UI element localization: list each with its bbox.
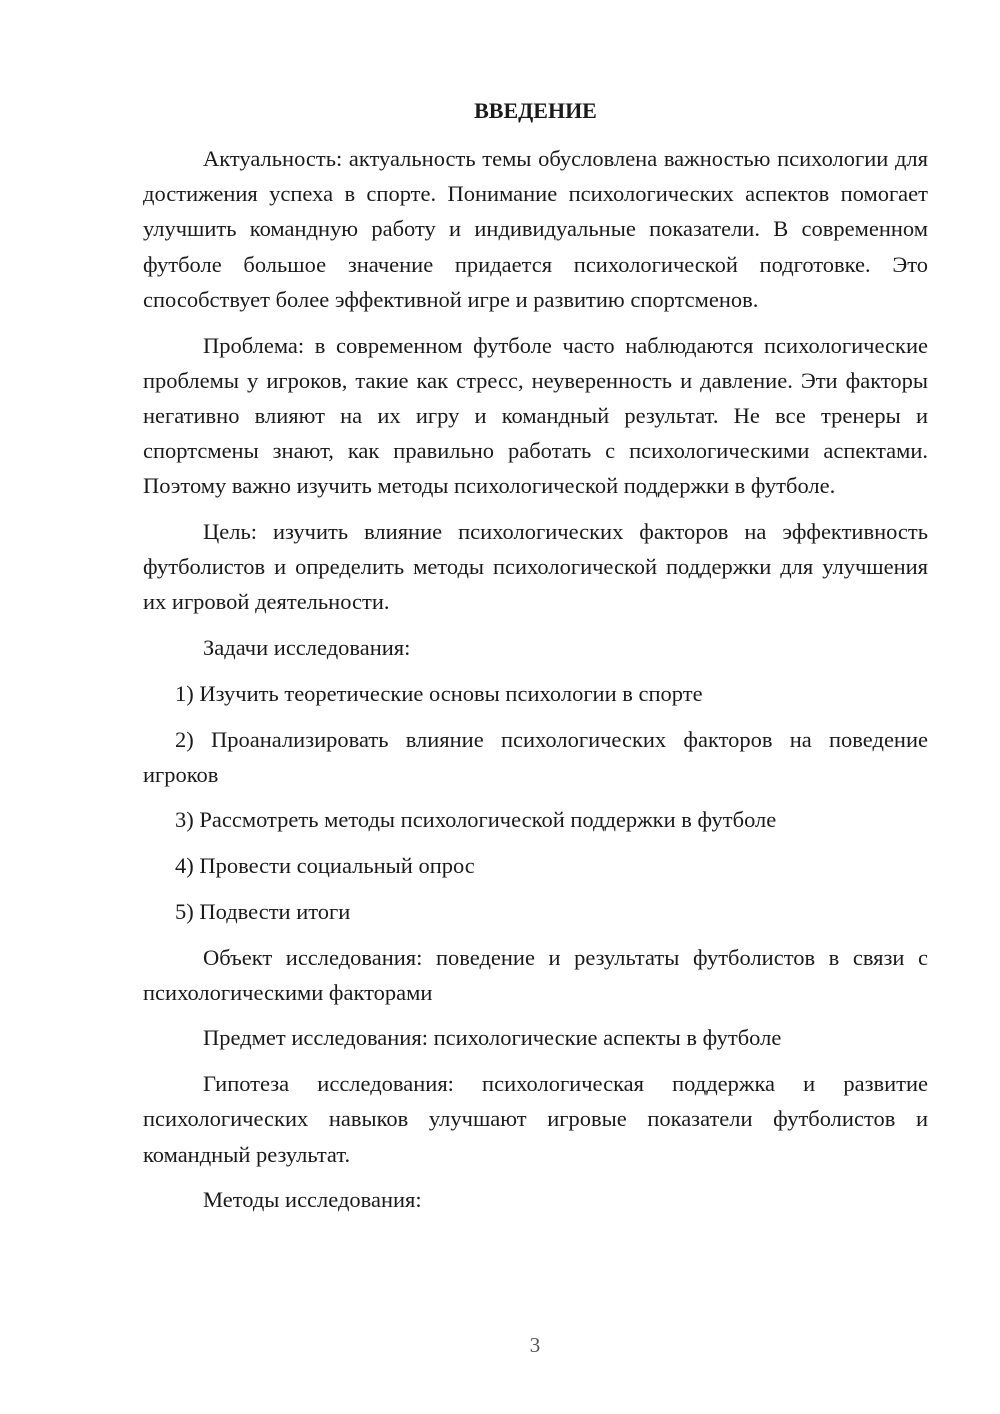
paragraph-problem: Проблема: в современном футболе часто наблюдаются психологические проблемы у игроков, такие как стресс, неуверенность и давление. Эти факторы негативно влияют на их игру и командный результат. Не все тренеры и спортсмены знают, как правильно работать с психологическими аспектами. Поэтому важно изучить методы психологической поддержки в футболе. (143, 332, 928, 499)
task-item-1: 1) Изучить теоретические основы психологии в спорте (175, 680, 703, 706)
task-item-5: 5) Подвести итоги (175, 898, 351, 924)
paragraph-hypothesis: Гипотеза исследования: психологическая поддержка и развитие психологических навыков улучшают игровые показатели футболистов и командный результат. (143, 1071, 928, 1167)
page-title: ВВЕДЕНИЕ (474, 98, 597, 123)
task-item-3: 3) Рассмотреть методы психологической поддержки в футболе (175, 807, 777, 833)
task-item-4: 4) Провести социальный опрос (175, 853, 475, 879)
paragraph-tasks-heading: Задачи исследования: (203, 635, 411, 661)
paragraph-methods: Методы исследования: (203, 1187, 422, 1213)
page-number: 3 (529, 1333, 541, 1357)
task-item-2: 2) Проанализировать влияние психологических факторов на поведение игроков (143, 726, 928, 787)
paragraph-subject: Предмет исследования: психологические аспекты в футболе (203, 1025, 782, 1051)
paragraph-goal: Цель: изучить влияние психологических факторов на эффективность футболистов и определить методы психологической поддержки для улучшения их игровой деятельности. (143, 519, 928, 615)
document-page (143, 95, 928, 1228)
paragraph-relevance: Актуальность: актуальность темы обусловлена важностью психологии для достижения успеха в спорте. Понимание психологических аспектов помогает улучшить командную работу и индивидуальные показатели. В современном футболе большое значение придается психологической подготовке. Это способствует более эффективной игре и развитию спортсменов. (143, 146, 928, 312)
paragraph-object: Объект исследования: поведение и результаты футболистов в связи с психологическими факторами (143, 944, 928, 1005)
